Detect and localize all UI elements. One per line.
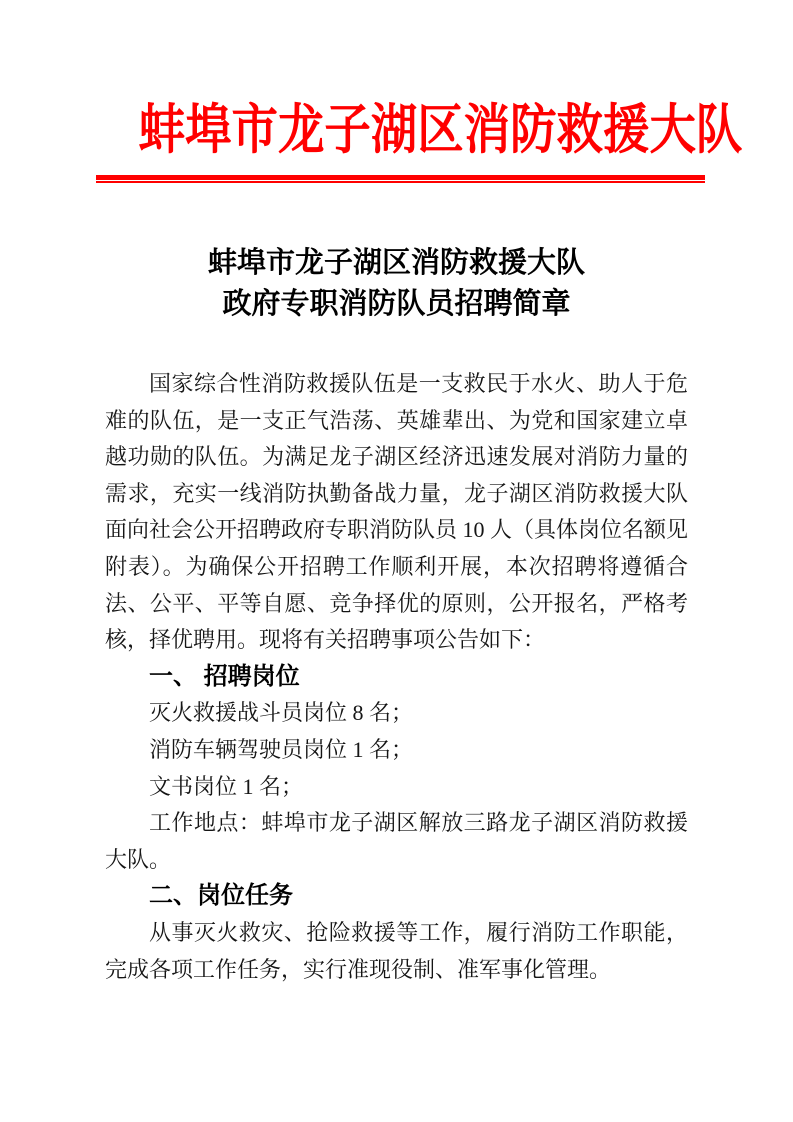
document-title (105, 243, 688, 325)
section-heading-job-duties: 二、岗位任务 (149, 882, 293, 910)
section-heading-recruitment-positions: 一、 招聘岗位 (149, 662, 300, 690)
letterhead-divider (96, 175, 705, 183)
paragraph-position-clerk: 文书岗位 1 名； (149, 773, 304, 799)
document-main (0, 243, 793, 988)
paragraph-position-driver: 消防车辆驾驶员岗位 1 名； (149, 736, 414, 762)
letterhead (96, 0, 743, 183)
paragraph-position-firefighter: 灭火救援战斗员岗位 8 名； (149, 700, 414, 726)
document-title-line2: 政府专职消防队员招聘简章 (222, 288, 571, 320)
letterhead-title: 蚌埠市龙子湖区消防救援大队 (138, 100, 743, 160)
paragraph-duties: 从事灭火救灾、抢险救援等工作，履行消防工作职能，完成各项工作任务，实行准现役制、准军事化管理。 (105, 919, 688, 982)
document-title-line1: 蚌埠市龙子湖区消防救援大队 (207, 247, 585, 279)
document-content (105, 366, 688, 988)
paragraph-work-location: 工作地点：蚌埠市龙子湖区解放三路龙子湖区消防救援大队。 (105, 810, 688, 872)
paragraph-intro: 国家综合性消防救援队伍是一支救民于水火、助人于危难的队伍，是一支正气浩荡、英雄辈出、为党和国家建立卓越功勋的队伍。为满足龙子湖区经济迅速发展对消防力量的需求，充实一线消防执勤备战力量，龙子湖区消防救援大队面向社会公开招聘政府专职消防队员 10 人（具体岗位名额见附表）。为确保公开招聘工作顺利开展，本次招聘将遵循合法、公平、平等自愿、竞争择优的原则，公开报名，严格考核，择优聘用。现将有关招聘事项公告如下： (105, 371, 689, 653)
divider-thin-line (96, 181, 705, 183)
